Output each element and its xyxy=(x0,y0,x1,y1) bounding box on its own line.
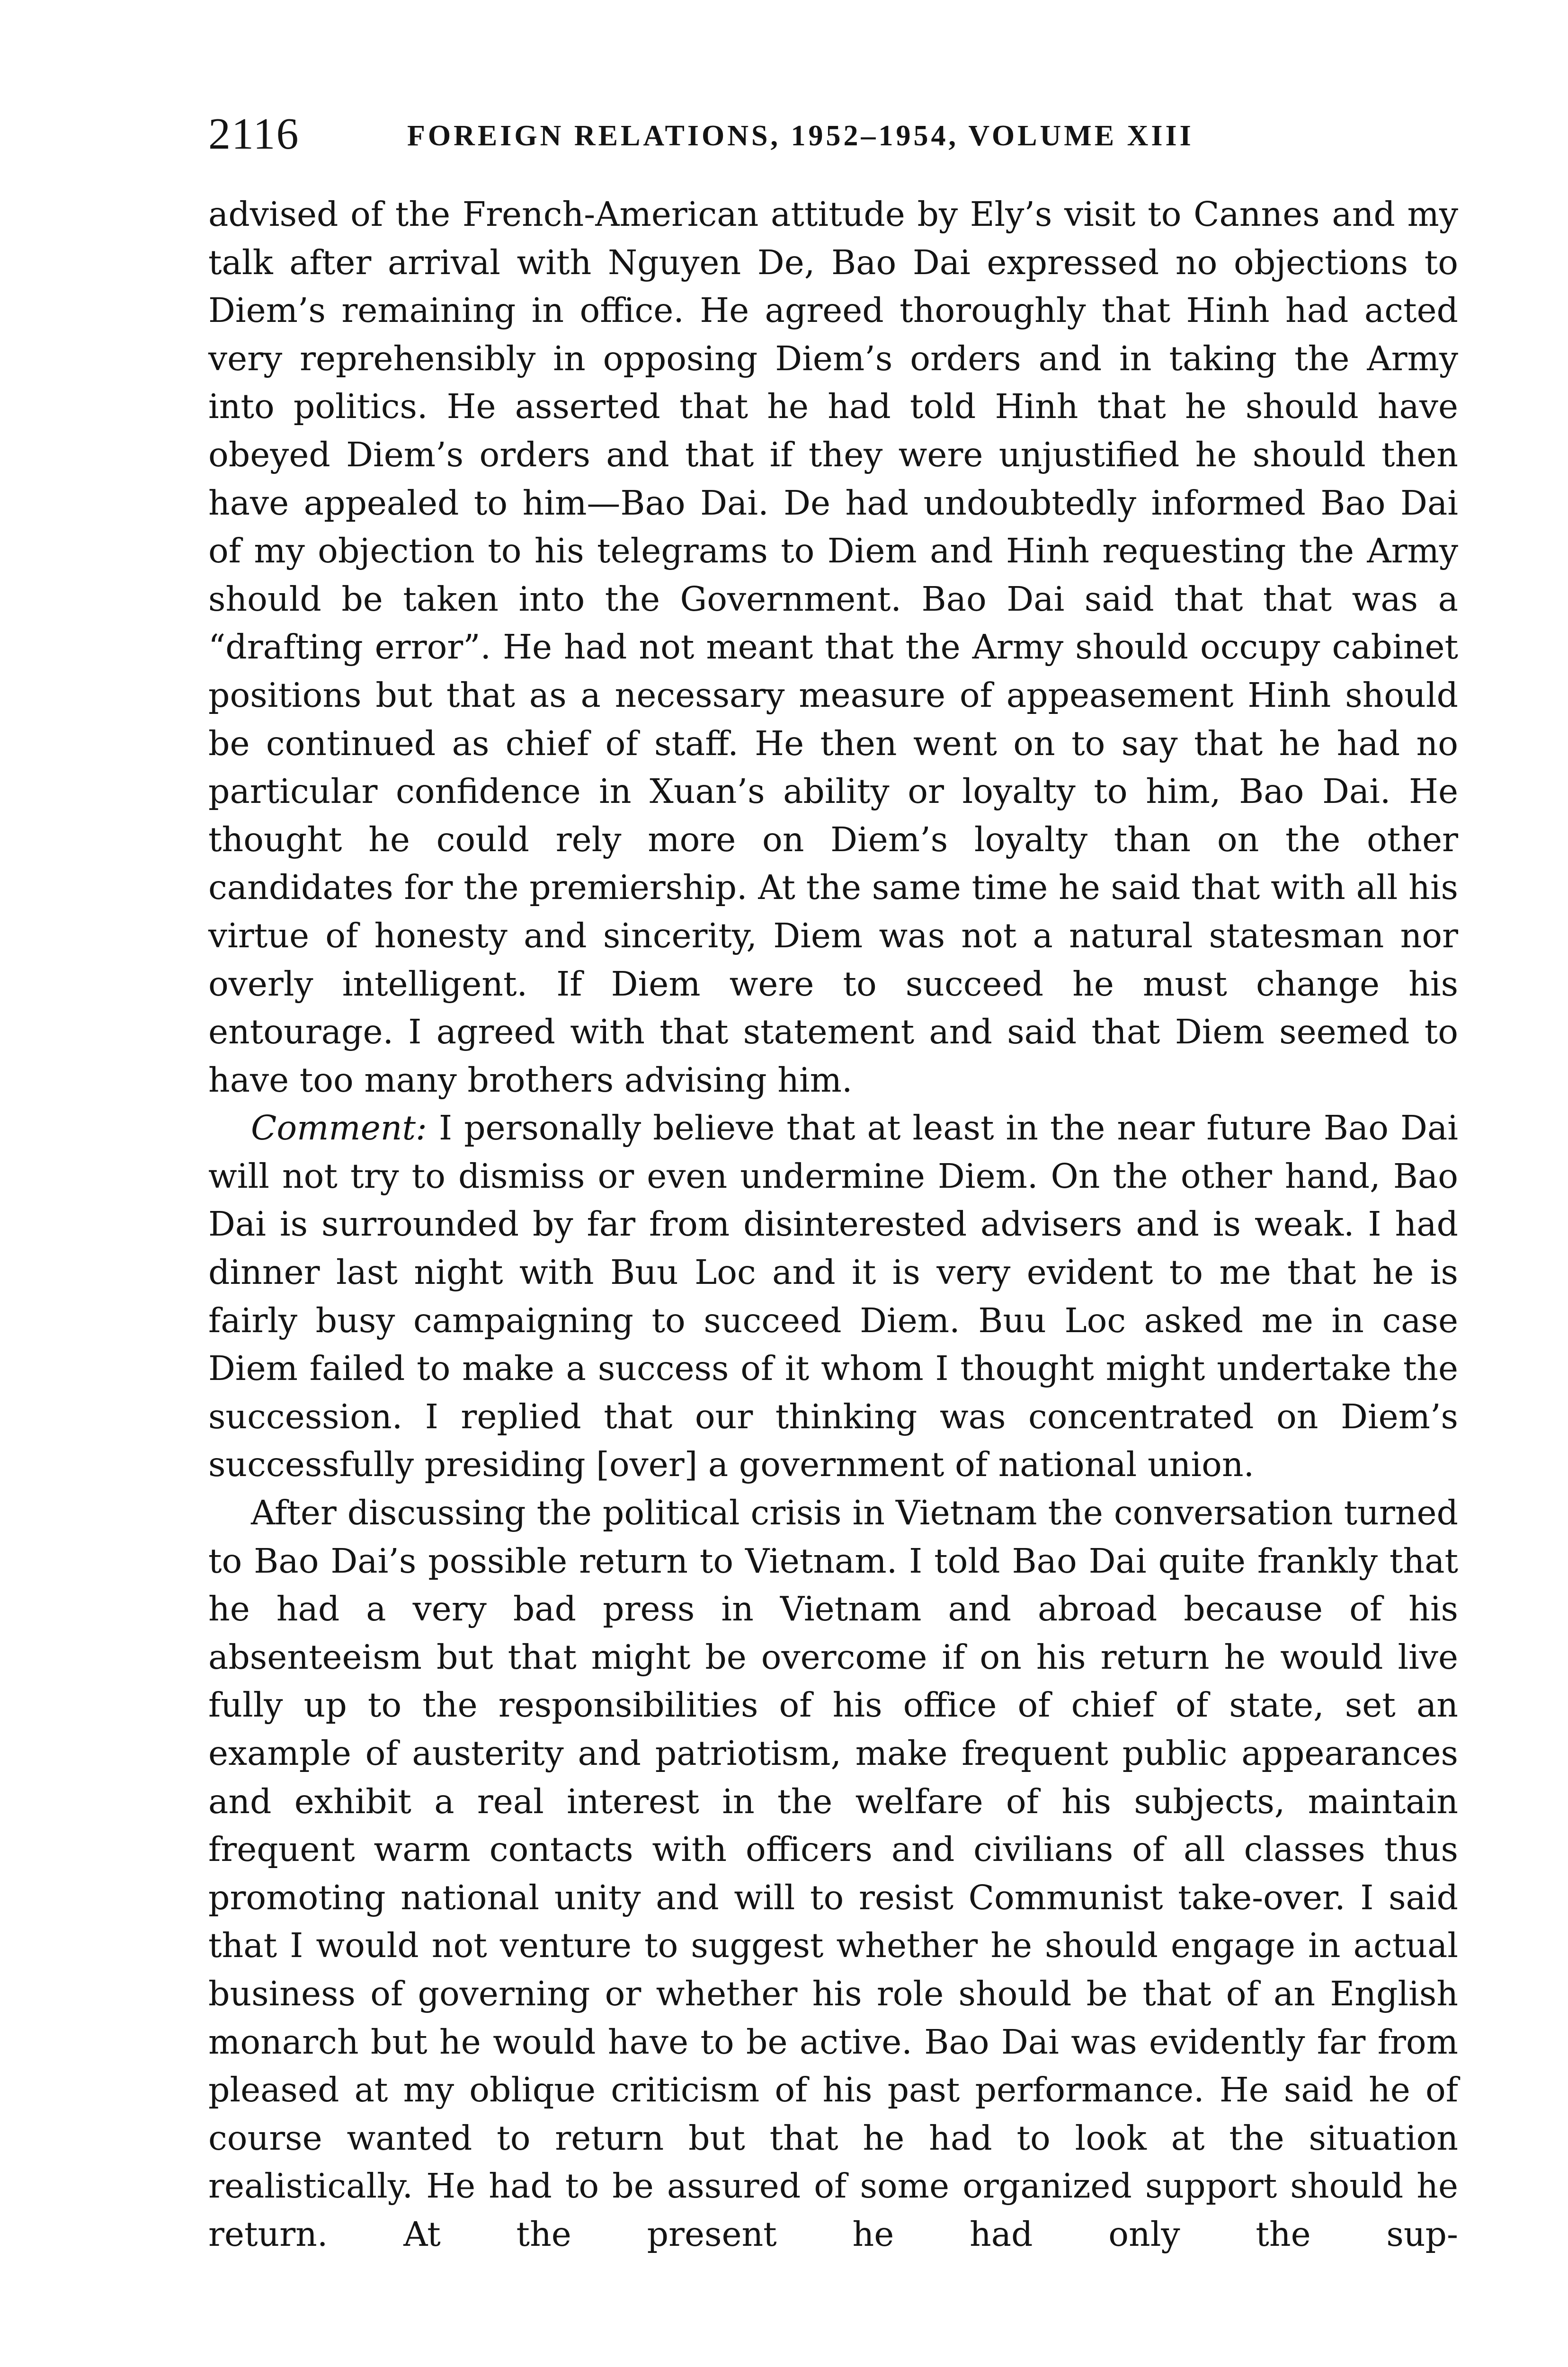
paragraph-text: I personally believe that at least in the near future Bao Dai will not try to dismiss or even undermine Diem. On the other hand, Bao Dai is surrounded by far from disinterested advisers and is weak. I had dinner last night with Buu Loc and it is very evident to me that he is fairly busy campaigning to succeed Diem. Buu Loc asked me in case Diem failed to make a success of it whom I thought might undertake the succession. I replied that our thinking was concentrated on Diem’s successfully presiding [over] a government of national union. xyxy=(208,1108,1458,1485)
paragraph-comment xyxy=(208,1104,1458,1489)
body-text xyxy=(208,190,1458,2259)
page-number: 2116 xyxy=(208,109,300,159)
paragraph-text: After discussing the political crisis in Vietnam the conversation turned to Bao Dai’s possible return to Vietnam. I told Bao Dai quite frankly that he had a very bad press in Vietnam and abroad because of his absenteeism but that might be overcome if on his return he would live fully up to the responsibilities of his office of chief of state, set an example of austerity and patriotism, make frequent public appearances and exhibit a real interest in the welfare of his subjects, maintain frequent warm contacts with officers and civilians of all classes thus promoting national unity and will to resist Communist take-over. I said that I would not venture to suggest whether he should engage in actual business of governing or whether his role should be that of an English monarch but he would have to be active. Bao Dai was evidently far from pleased at my oblique criticism of his past performance. He said he of course wanted to return but that he had to look at the situation realistically. He had to be assured of some organized support should he return. At the present he had only the sup- xyxy=(208,1493,1458,2254)
running-header xyxy=(208,108,1458,160)
comment-label: Comment: xyxy=(251,1108,427,1148)
paragraph-return-discussion xyxy=(208,1489,1458,2259)
paragraph-continuation xyxy=(208,190,1458,1104)
paragraph-text: advised of the French-American attitude by Ely’s visit to Cannes and my talk after arrival with Nguyen De, Bao Dai expressed no objections to Diem’s remaining in office. He agreed thoroughly that Hinh had acted very reprehensibly in opposing Diem’s orders and in taking the Army into politics. He asserted that he had told Hinh that he should have obeyed Diem’s orders and that if they were unjustified he should then have appealed to him—Bao Dai. De had undoubtedly informed Bao Dai of my objection to his telegrams to Diem and Hinh requesting the Army should be taken into the Government. Bao Dai said that that was a “drafting error”. He had not meant that the Army should occupy cabinet positions but that as a necessary measure of appeasement Hinh should be continued as chief of staff. He then went on to say that he had no particular confidence in Xuan’s ability or loyalty to him, Bao Dai. He thought he could rely more on Diem’s loyalty than on the other candidates for the premiership. At the same time he said that with all his virtue of honesty and sincerity, Diem was not a natural statesman nor overly intelligent. If Diem were to succeed he must change his entourage. I agreed with that statement and said that Diem seemed to have too many brothers advising him. xyxy=(208,195,1458,1100)
running-title: FOREIGN RELATIONS, 1952–1954, VOLUME XIII xyxy=(407,120,1194,152)
